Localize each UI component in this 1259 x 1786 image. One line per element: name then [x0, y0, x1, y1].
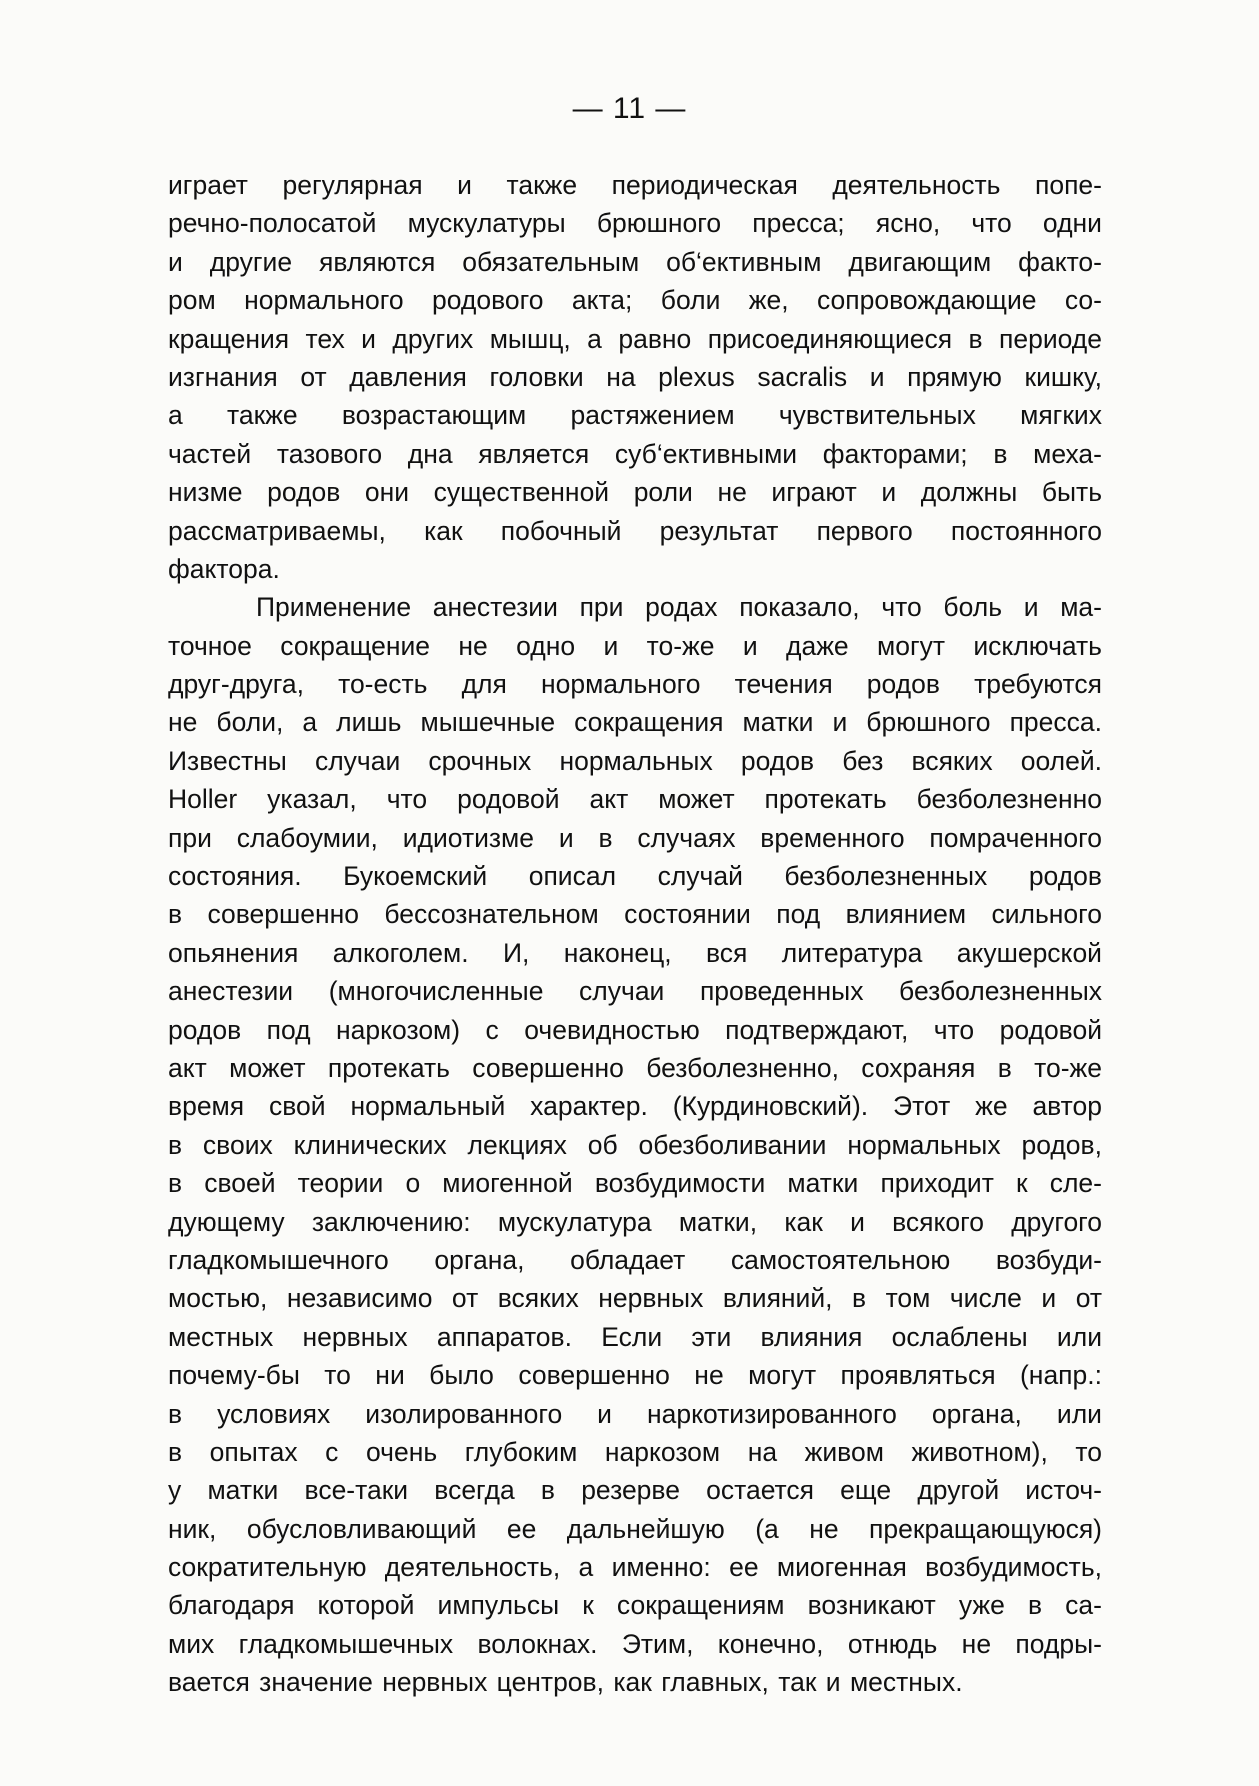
body-text [168, 166, 1102, 1702]
text-line: вается значение нервных центров, как главных, так и местных. [168, 1667, 963, 1698]
text-line: в своих клинических лекциях об обезболивании нормальных родов, [168, 1129, 1102, 1160]
text-line: в опытах с очень глубоким наркозом на живом животном), то [168, 1436, 1102, 1467]
text-line: при слабоумии, идиотизме и в случаях временного помраченного [168, 822, 1102, 853]
text-line: частей тазового дна является суб‘ективными факторами; в меха- [168, 438, 1102, 469]
text-line: дующему заключению: мускулатура матки, как и всякого другого [168, 1206, 1102, 1237]
text-line: изгнания от давления головки на plexus sacralis и прямую кишку, [168, 361, 1102, 392]
text-line: мостью, независимо от всяких нервных влияний, в том числе и от [168, 1283, 1102, 1314]
text-line: в условиях изолированного и наркотизированного органа, или [168, 1398, 1102, 1429]
text-line: у матки все-таки всегда в резерве остается еще другой источ- [168, 1475, 1102, 1506]
text-line: мих гладкомышечных волокнах. Этим, конечно, отнюдь не подры- [168, 1628, 1102, 1659]
text-line: сократительную деятельность, а именно: ее миогенная возбудимость, [168, 1552, 1102, 1583]
text-line: опьянения алкоголем. И, наконец, вся литература акушерской [168, 937, 1102, 968]
text-line: в своей теории о миогенной возбудимости матки приходит к сле- [168, 1168, 1102, 1199]
text-line: состояния. Букоемский описал случай безболезненных родов [168, 861, 1102, 892]
text-line: родов под наркозом) с очевидностью подтверждают, что родовой [168, 1014, 1102, 1045]
text-line: почему-бы то ни было совершенно не могут проявляться (напр.: [168, 1360, 1102, 1391]
paragraph [168, 588, 1102, 1701]
text-line: Применение анестезии при родах показало, что боль и ма- [256, 592, 1102, 623]
text-line: акт может протекать совершенно безболезненно, сохраняя в то-же [168, 1052, 1102, 1083]
text-line: Известны случаи срочных нормальных родов без всяких оолей. [168, 745, 1102, 776]
text-line: а также возрастающим растяжением чувствительных мягких [168, 400, 1102, 431]
text-line: местных нервных аппаратов. Если эти влияния ослаблены или [168, 1321, 1102, 1352]
text-line: рассматриваемы, как побочный результат первого постоянного [168, 515, 1102, 546]
text-line: точное сокращение не одно и то-же и даже могут исключать [168, 630, 1102, 661]
text-line: время свой нормальный характер. (Курдиновский). Этот же автор [168, 1091, 1102, 1122]
text-line: гладкомышечного органа, обладает самостоятельною возбуди- [168, 1244, 1102, 1275]
text-line: анестезии (многочисленные случаи проведенных безболезненных [168, 976, 1102, 1007]
text-line: не боли, а лишь мышечные сокращения матки и брюшного пресса. [168, 707, 1102, 738]
text-line: речно-полосатой мускулатуры брюшного пресса; ясно, что одни [168, 208, 1102, 239]
text-line: ник, обусловливающий ее дальнейшую (а не прекращающуюся) [168, 1513, 1102, 1544]
text-line: Holler указал, что родовой акт может протекать безболезненно [168, 784, 1102, 815]
paragraph [168, 166, 1102, 588]
text-line: ром нормального родового акта; боли же, сопровождающие со- [168, 285, 1102, 316]
text-line: друг-друга, то-есть для нормального течения родов требуются [168, 669, 1102, 700]
text-line: играет регулярная и также периодическая деятельность попе- [168, 170, 1102, 200]
text-line: и другие являются обязательным об‘ективным двигающим факто- [168, 246, 1102, 277]
text-line: низме родов они существенной роли не играют и должны быть [168, 477, 1102, 508]
text-line: кращения тех и других мышц, а равно присоединяющиеся в периоде [168, 323, 1102, 354]
text-line: благодаря которой импульсы к сокращениям возникают уже в са- [168, 1590, 1102, 1621]
text-line: в совершенно бессознательном состоянии под влиянием сильного [168, 899, 1102, 930]
page-number: — 11 — [572, 92, 687, 125]
text-line: фактора. [168, 553, 280, 584]
